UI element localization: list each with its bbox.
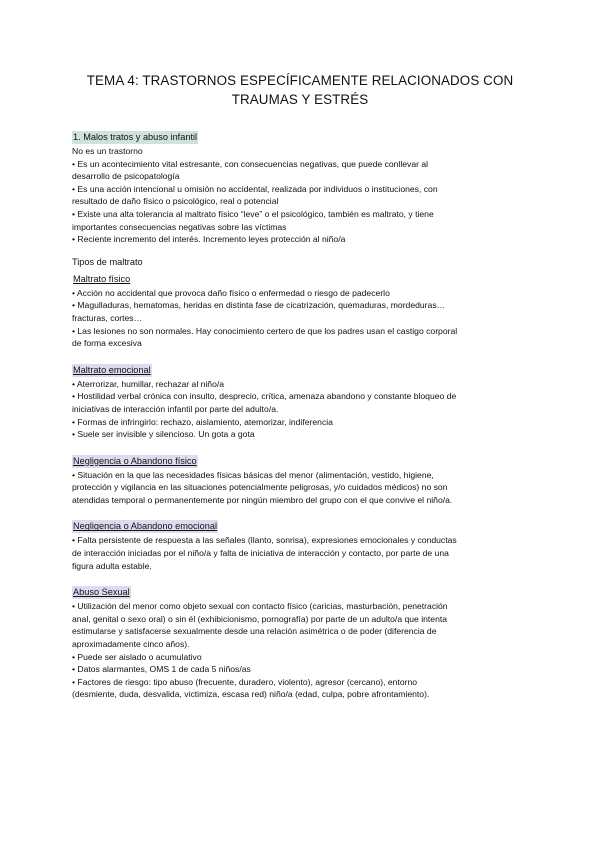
document-title xyxy=(72,0,528,109)
section-heading: Tipos de maltrato xyxy=(72,256,143,267)
text-line: • Utilización del menor como objeto sexual con contacto físico (caricias, masturbación, penetración xyxy=(72,601,448,612)
text-line: protección y vigilancia en las situaciones potencialmente peligrosas, y/o cuidados médicos) no son xyxy=(72,482,448,493)
text-line: • Aterrorizar, humillar, rechazar al niño/a xyxy=(72,378,225,389)
text-line: • Falta persistente de respuesta a las señales (llanto, sonrisa), expresiones emocionales y conductas xyxy=(72,535,457,546)
text-line: resultado de daño físico o psicológico, real o potencial xyxy=(72,196,279,207)
subsection-heading: Negligencia o Abandono emocional xyxy=(73,521,218,532)
subsection-abuso-sexual xyxy=(72,582,528,701)
text-line: • Es una acción intencional u omisión no accidental, realizada por individuos o instituciones, con xyxy=(72,183,438,194)
subsection-heading: Abuso Sexual xyxy=(73,587,130,598)
text-line: fracturas, cortes… xyxy=(72,312,143,323)
subsection-negligencia-emocional xyxy=(72,516,528,572)
title-line-2: TRAUMAS Y ESTRÉS xyxy=(231,92,369,107)
text-line: • Formas de infringirlo: rechazo, aislamiento, atemorizar, indiferencia xyxy=(72,416,333,427)
section-tipos-maltrato xyxy=(72,256,528,701)
subsection-maltrato-fisico xyxy=(72,269,528,350)
section-heading: 1. Malos tratos y abuso infantil xyxy=(73,132,198,142)
text-line: • Situación en la que las necesidades físicas básicas del menor (alimentación, vestido, higiene, xyxy=(72,469,434,480)
text-line: • Es un acontecimiento vital estresante, con consecuencias negativas, que puede conllevar al xyxy=(72,158,429,169)
subsection-negligencia-fisico xyxy=(72,451,528,507)
text-line: importantes consecuencias negativas sobre las víctimas xyxy=(72,221,287,232)
text-line: iniciativas de interacción infantil por parte del adulto/a. xyxy=(72,403,279,414)
section-body xyxy=(72,145,528,246)
text-line: No es un trastorno xyxy=(72,146,143,156)
text-line: estimularse y satisfacerse sexualmente desde una relación asimétrica o de poder (diferencia de xyxy=(72,626,437,637)
text-line: • Datos alarmantes, OMS 1 de cada 5 niños/as xyxy=(72,664,251,675)
text-line: de interacción iniciadas por el niño/a y falta de iniciativa de interacción y contacto, por parte de una xyxy=(72,548,449,559)
text-line: (desmiente, duda, desvalida, victimiza, escasa red) niño/a (edad, culpa, pobre afrontamiento). xyxy=(72,689,430,700)
title-line-1: TEMA 4: TRASTORNOS ESPECÍFICAMENTE RELACIONADOS CON xyxy=(86,73,514,88)
text-line: • Suele ser invisible y silencioso. Un gota a gota xyxy=(72,429,255,440)
text-line: • Puede ser aislado o acumulativo xyxy=(72,651,202,662)
subsection-heading: Maltrato emocional xyxy=(73,364,151,375)
subsection-heading: Maltrato físico xyxy=(73,273,131,284)
text-line: desarrollo de psicopatología xyxy=(72,171,180,182)
text-line: figura adulta estable. xyxy=(72,560,152,571)
text-line: • Magulladuras, hematomas, heridas en distinta fase de cicatrización, quemaduras, mordeduras… xyxy=(72,300,446,311)
text-line: • Factores de riesgo: tipo abuso (frecuente, duradero, violento), agresor (cercano), entorno xyxy=(72,676,418,687)
text-line: • Reciente incremento del interés. Incremento leyes protección al niño/a xyxy=(72,234,346,245)
text-line: anal, genital o sexo oral) o sin él (exhibicionismo, pornografía) por parte de un adulto/a que intenta xyxy=(72,613,448,624)
text-line: • Hostilidad verbal crónica con insulto, desprecio, crítica, amenaza abandono y constante bloqueo de xyxy=(72,391,457,402)
text-line: • Las lesiones no son normales. Hay conocimiento certero de que los padres usan el castigo corporal xyxy=(72,325,458,336)
subsection-maltrato-emocional xyxy=(72,360,528,441)
text-line: • Acción no accidental que provoca daño físico o enfermedad o riesgo de padecerlo xyxy=(72,287,390,298)
section-malos-tratos xyxy=(72,127,528,246)
text-line: atendidas temporal o permanentemente por ningún miembro del grupo con el que convive el niño/a. xyxy=(72,494,453,505)
text-line: de forma excesiva xyxy=(72,338,142,349)
text-line: aproximadamente cinco años). xyxy=(72,639,190,650)
subsection-heading: Negligencia o Abandono físico xyxy=(73,455,197,466)
text-line: • Existe una alta tolerancia al maltrato físico “leve” o el psicológico, también es maltrato, y tiene xyxy=(72,208,434,219)
